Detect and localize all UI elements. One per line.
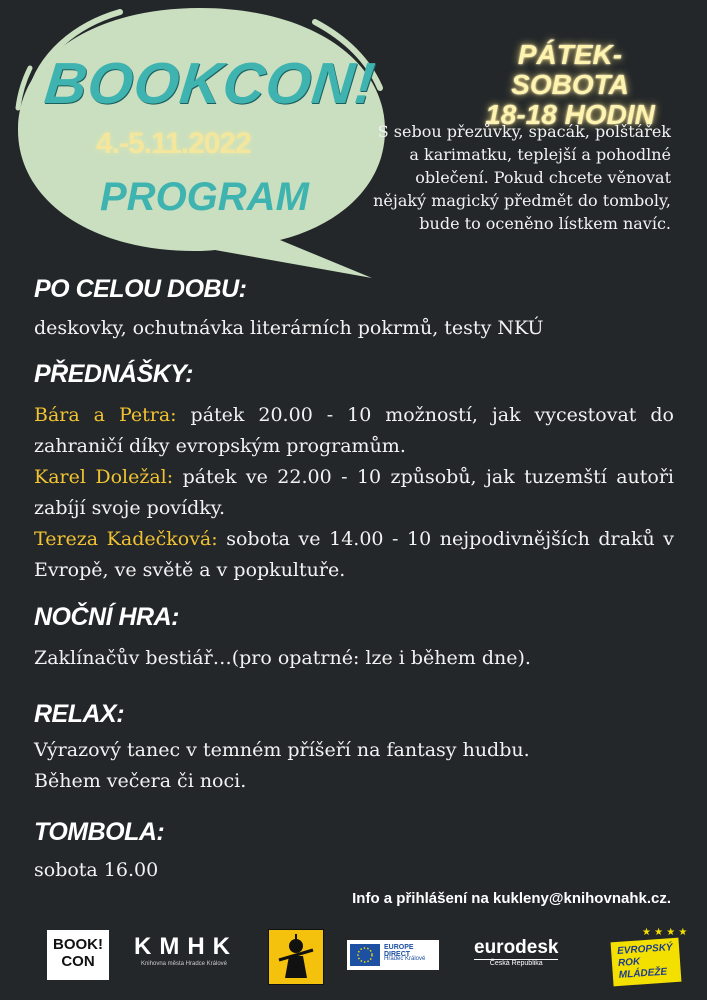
bookcon-logo: [47, 930, 109, 980]
talks-list: [34, 400, 674, 586]
knight-icon: [269, 930, 323, 984]
packing-note: S sebou přezůvky, spacák, polštářek a karimatku, teplejší a pohodlné oblečení. Pokud chcete věnovat nějaký magický předmět do tomboly, bude to oceněno lístkem navíc.: [373, 122, 671, 233]
relax-text: [34, 735, 674, 797]
eu-flag-icon: [350, 944, 380, 966]
event-title: BOOKCON!: [41, 51, 379, 116]
speaker-name: Tereza Kadečková:: [34, 528, 218, 550]
eurodesk-logo-text: eurodesk: [474, 937, 559, 958]
talk-description: pátek ve 22.00 - 10 způsobů, jak tuzemští autoři zabíjí svoje povídky.: [34, 466, 674, 519]
european-year-youth-logo: [612, 925, 694, 987]
event-dates: 4.-5.11.2022: [96, 127, 251, 160]
talk-description: sobota ve 14.00 - 10 nejpodivnějších draků v Evropě, ve světě a v popkultuře.: [34, 528, 674, 581]
heading-talks: PŘEDNÁŠKY:: [34, 360, 193, 388]
heading-raffle: TOMBOLA:: [34, 818, 165, 846]
bookcon-logo-text: CON: [61, 953, 95, 970]
night-game-text: Zaklínačův bestiář…(pro opatrné: lze i během dne).: [34, 647, 531, 669]
speaker-name: Bára a Petra:: [34, 404, 177, 426]
eurodesk-logo: [474, 937, 558, 967]
heading-night-game: NOČNÍ HRA:: [34, 603, 179, 631]
relax-line: Výrazový tanec v temném příšeří na fantasy hudbu.: [34, 739, 530, 761]
relax-line: Během večera či noci.: [34, 770, 247, 792]
talk-description: pátek 20.00 - 10 možností, jak vycestovat do zahraničí díky evropským programům.: [34, 404, 674, 457]
europe-direct-text: EUROPE DIRECT: [384, 944, 414, 958]
event-days: PÁTEK-SOBOTA: [511, 39, 629, 100]
bookcon-logo-text: BOOK!: [53, 936, 103, 953]
europe-direct-logo: [347, 940, 439, 970]
europe-direct-subtitle: Hradec Králové: [384, 956, 426, 962]
contact-info: Info a přihlášení na kukleny@knihovnahk.cz.: [352, 890, 671, 907]
european-year-youth-text: [611, 938, 682, 987]
kmhk-logo-text: KMHK: [134, 933, 238, 960]
talk-item: [34, 462, 674, 524]
eurodesk-logo-subtitle: Česká Republika: [474, 959, 558, 967]
rok-line: ROK: [617, 956, 641, 969]
event-hours: 18-18 HODIN: [485, 99, 655, 130]
raffle-text: sobota 16.00: [34, 859, 159, 881]
kukleny-logo: [268, 929, 324, 985]
speech-bubble: [0, 0, 400, 290]
kmhk-logo: [134, 933, 238, 967]
talk-item: [34, 524, 674, 586]
speaker-name: Karel Doležal:: [34, 466, 174, 488]
heading-relax: RELAX:: [34, 700, 125, 728]
event-time: [470, 40, 670, 130]
rok-line: EVROPSKÝ: [616, 942, 674, 957]
kmhk-logo-subtitle: Knihovna města Hradce Králové: [140, 961, 228, 967]
program-label: PROGRAM: [100, 175, 309, 219]
heading-all-time: PO CELOU DOBU:: [34, 275, 247, 303]
rok-line: MLÁDEŽE: [618, 966, 668, 981]
talk-item: [34, 400, 674, 462]
partner-logos: [0, 925, 707, 995]
svg-text:★ ★ ★ ★: ★ ★ ★ ★: [642, 927, 688, 938]
all-time-text: deskovky, ochutnávka literárních pokrmů, testy NKÚ: [34, 317, 544, 339]
